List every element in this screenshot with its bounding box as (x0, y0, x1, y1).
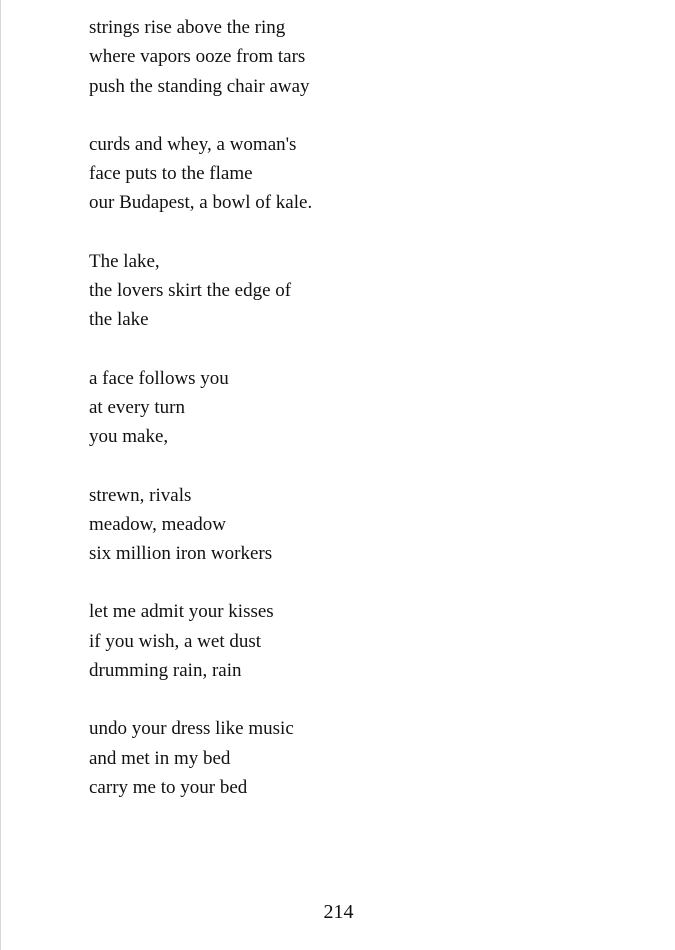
poem-line: face puts to the flame (89, 163, 253, 185)
poem-line: the lovers skirt the edge of (89, 280, 292, 302)
stanza-2 (89, 130, 649, 218)
poem-line: the lake (89, 309, 149, 331)
poem-line: at every turn (89, 396, 186, 418)
poem-line: carry me to your bed (89, 776, 248, 798)
poem-line: let me admit your kisses (89, 601, 274, 623)
poem-line: you make, (89, 426, 169, 448)
poem-line: drumming rain, rain (89, 660, 242, 682)
poem (89, 13, 649, 831)
stanza-5 (89, 481, 649, 569)
poem-line: undo your dress like music (89, 718, 294, 740)
poem-line: meadow, meadow (89, 513, 226, 535)
poem-line: strings rise above the ring (89, 17, 286, 38)
stanza-1 (89, 13, 649, 101)
poem-line: where vapors ooze from tars (89, 46, 306, 68)
poem-line: and met in my bed (89, 747, 231, 769)
stanza-4 (89, 364, 649, 452)
page-number: 214 (323, 901, 354, 923)
poem-line: The lake, (89, 250, 160, 272)
poem-line: push the standing chair away (89, 75, 310, 97)
poem-line: our Budapest, a bowl of kale. (89, 192, 313, 214)
poem-line: a face follows you (89, 367, 229, 389)
poem-line: curds and whey, a woman's (89, 133, 297, 155)
poem-line: if you wish, a wet dust (89, 630, 262, 652)
stanza-7 (89, 714, 649, 802)
stanza-6 (89, 597, 649, 685)
stanza-3 (89, 247, 649, 335)
poem-line: strewn, rivals (89, 484, 192, 506)
poem-line: six million iron workers (89, 543, 273, 565)
